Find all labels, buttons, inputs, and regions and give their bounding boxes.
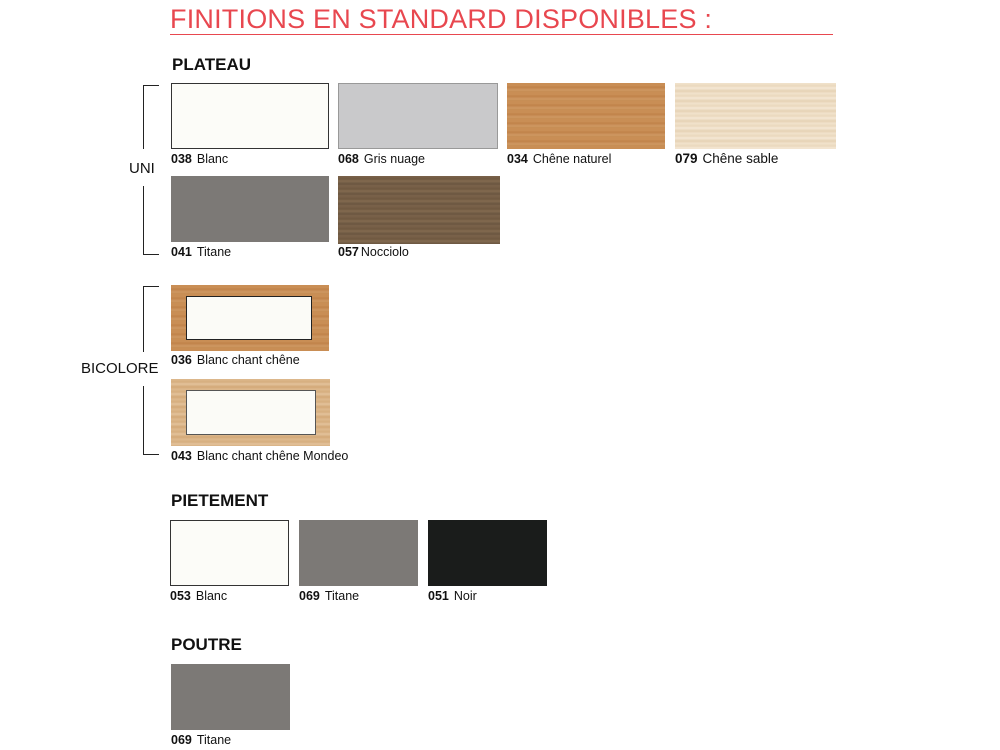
- group-label-bicolore: BICOLORE: [81, 360, 159, 377]
- swatch-inner-white: [186, 296, 312, 340]
- caption-057: 057 Nocciolo: [338, 245, 409, 259]
- caption-poutre-069: 069 Titane: [171, 733, 232, 747]
- caption-pietement-069: 069 Titane: [299, 589, 360, 603]
- swatch-chene-naturel-034[interactable]: [507, 83, 665, 149]
- caption-036: 036 Blanc chant chêne: [171, 353, 300, 367]
- swatch-pietement-titane-069[interactable]: [299, 520, 418, 586]
- page-title: FINITIONS EN STANDARD DISPONIBLES :: [170, 4, 713, 34]
- caption-pietement-051: 051 Noir: [428, 589, 477, 603]
- swatch-gris-nuage-068[interactable]: [338, 83, 498, 149]
- uni-bracket-lower: [143, 186, 144, 254]
- bicolore-bracket-top-tick: [143, 286, 159, 287]
- swatch-blanc-chant-chene-mondeo-043[interactable]: [171, 379, 330, 446]
- bicolore-bracket-upper: [143, 286, 144, 352]
- caption-pietement-053: 053 Blanc: [170, 589, 228, 603]
- swatch-blanc-038[interactable]: [171, 83, 329, 149]
- group-label-uni: UNI: [129, 160, 155, 177]
- bicolore-bracket-bottom-tick: [143, 454, 159, 455]
- caption-034: 034 Chêne naturel: [507, 152, 612, 166]
- section-title-poutre: POUTRE: [171, 635, 242, 654]
- bicolore-bracket-lower: [143, 386, 144, 454]
- swatch-chene-sable-079[interactable]: [675, 83, 836, 149]
- swatch-titane-041[interactable]: [171, 176, 329, 242]
- swatch-poutre-titane-069[interactable]: [171, 664, 290, 730]
- uni-bracket-bottom-tick: [143, 254, 159, 255]
- uni-bracket-upper: [143, 85, 144, 149]
- uni-bracket-top-tick: [143, 85, 159, 86]
- caption-079: 079 Chêne sable: [675, 151, 779, 166]
- swatch-inner-white: [186, 390, 316, 435]
- caption-041: 041 Titane: [171, 245, 232, 259]
- swatch-pietement-noir-051[interactable]: [428, 520, 547, 586]
- swatch-nocciolo-057[interactable]: [338, 176, 500, 244]
- caption-043: 043 Blanc chant chêne Mondeo: [171, 449, 349, 463]
- section-title-plateau: PLATEAU: [172, 55, 252, 74]
- caption-068: 068 Gris nuage: [338, 152, 426, 166]
- swatch-pietement-blanc-053[interactable]: [170, 520, 289, 586]
- title-divider: [170, 34, 833, 35]
- section-title-pietement: PIETEMENT: [171, 491, 269, 510]
- swatch-blanc-chant-chene-036[interactable]: [171, 285, 329, 351]
- caption-038: 038 Blanc: [171, 152, 229, 166]
